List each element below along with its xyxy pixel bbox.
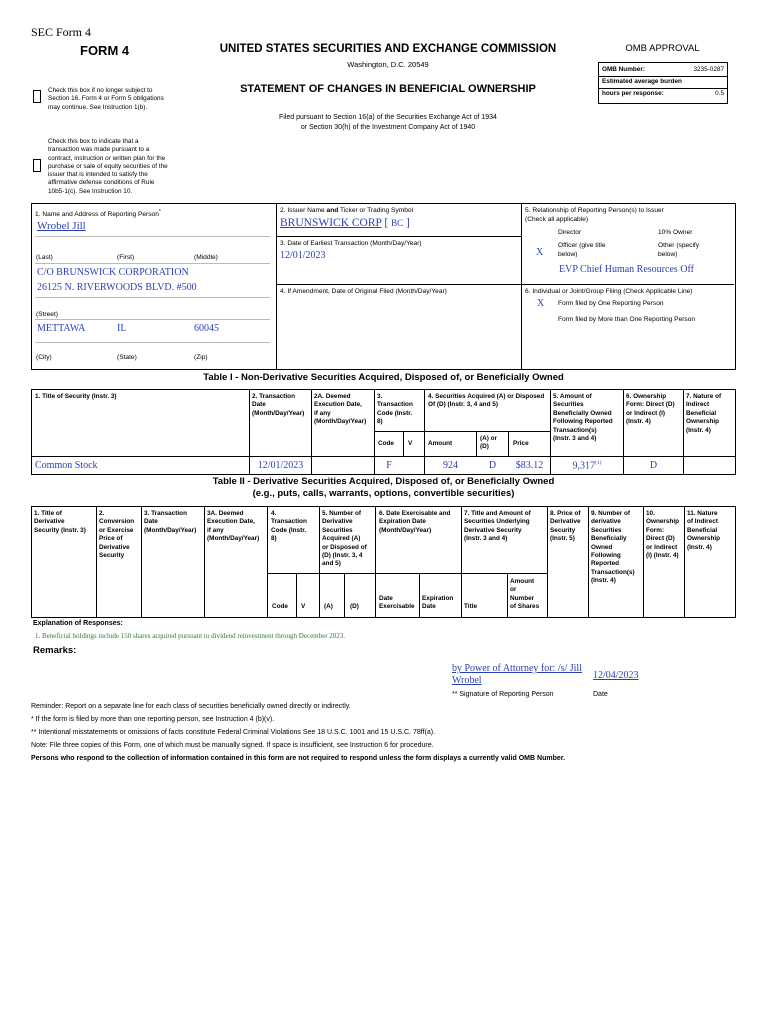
commission-title: UNITED STATES SECURITIES AND EXCHANGE COMMISSION [219,43,557,55]
reminder-note: Reminder: Report on a separate line for each class of securities beneficially owned directly or indirectly. [31,703,351,710]
t1-h: Execution Date, [314,401,362,409]
signature-line: by Power of Attorney for: /s/ Jill [452,663,582,674]
t2-h: and 5) [322,560,341,568]
other-label-line: Other (specify [658,242,700,249]
filed-pursuant-2: or Section 30(h) of the Investment Company Act of 1940 [300,124,476,131]
t1-row-price: $83.12 [515,460,544,471]
t1-h: Form: Direct (D) [626,401,675,409]
t2-h: Transaction(s) [591,568,635,576]
t2-h: Execution Date, [207,518,255,526]
t1-sub-ad [480,435,497,452]
t2-h: Following [591,552,621,560]
zip-value: 60045 [194,323,219,334]
box2-label-part: Ticker or Trading Symbol [338,207,414,214]
t2-h: Reported [591,560,620,568]
t2-h: (Instr. 4) [687,543,712,551]
t2-h: of Indirect [687,518,718,526]
t2-h: Price of [99,535,123,543]
double-star-note: ** Intentional misstatements or omissions of facts constitute Federal Criminal Violations See 18 U.S.C. 1001 and 15 U.S.C. 78ff(a). [31,729,435,736]
omb-burden-label: Estimated average burden [602,78,682,85]
omb-hours-value: 0.5 [715,90,724,97]
t2-h: or Disposed of [322,543,367,551]
t2-h: Transaction [271,518,307,526]
t2-h: Security [99,552,125,560]
signature-link[interactable] [452,663,582,687]
t2-h: Acquired (A) [322,535,361,543]
t1-h: (A) or [480,435,498,442]
t2-h: Security (Instr. 3) [34,526,86,534]
t1-sub-price: Price [513,440,529,447]
t1-h: Beneficially Owned [553,409,612,417]
t2-h: Beneficial [687,526,718,534]
t2-col-owned [591,510,635,586]
t2-h: 7. Title and Amount of [464,510,531,517]
city-value: METTAWA [37,323,86,334]
box5-label-line: 5. Relationship of Reporting Person(s) to Issuer [525,207,664,214]
t2-h: 6. Date Exercisable and [379,510,451,517]
t1-col-acquired: 4. Securities Acquired (A) or Disposed Of (D) (Instr. 3, 4 and 5) [428,393,545,409]
checkbox2-line: purchase or sale of equity securities of the [48,162,168,170]
table2-title: Table II - Derivative Securities Acquired, Disposed of, or Beneficially Owned [212,476,555,487]
t2-h: (Instr. 3 and 4) [464,535,508,543]
filed-pursuant-1: Filed pursuant to Section 16(a) of the Securities Exchange Act of 1934 [279,114,497,121]
officer-check-mark: X [536,247,544,258]
t2-sub-d: (D) [350,603,359,610]
t1-col-title: 1. Title of Security (Instr. 3) [35,393,117,400]
t1-h: Securities [553,401,584,409]
t2-h: (I) (Instr. 4) [646,552,679,560]
officer-title: EVP Chief Human Resources Off [559,264,694,275]
t1-h: Following Reported [553,418,613,426]
t2-h: Code (Instr. [271,526,307,534]
t2-h: Date [379,595,393,602]
date-label: Date [593,691,608,698]
t1-h: Ownership [686,418,720,426]
t2-h: Date [422,603,436,611]
zip-label: (Zip) [194,354,208,361]
ten-percent-owner-option[interactable]: 10% Owner [658,229,693,236]
t1-col-date [252,393,304,418]
middle-label: (Middle) [194,254,218,261]
checkbox2-line: transaction was made pursuant to a [48,146,150,154]
t2-h: 4. [271,510,277,517]
earliest-transaction-date: 12/01/2023 [280,250,326,261]
checkbox2-line: Check this box to indicate that a [48,138,139,145]
t2-h: 11. Nature [687,510,718,517]
checkbox1-text [48,87,164,112]
t2-h: 8. Price of [550,510,581,517]
no-longer-subject-checkbox[interactable] [33,90,41,103]
t1-sub-amount: Amount [428,440,453,447]
t1-h: 5. Amount of [553,393,592,400]
t2-h: (Instr. 4) [591,577,616,585]
t2-h: 2. [99,510,105,517]
footnote-ref[interactable]: (1) [595,460,602,466]
t1-h: if any [314,409,331,417]
t2-h: Derivative [550,518,581,526]
omb-box [598,62,728,104]
t2-h: of Shares [510,603,540,611]
t1-col-ownership-form [626,393,675,427]
t2-sub-amount [510,578,539,612]
box6-label: 6. Individual or Joint/Group Filing (Check Applicable Line) [525,288,693,295]
t1-col-nature [686,393,721,435]
t1-h: Transaction [377,401,413,409]
other-option[interactable] [658,241,699,259]
t1-h: Beneficial [686,409,717,417]
t2-sub-code: Code [272,603,288,610]
one-reporting-person-option[interactable]: Form filed by One Reporting Person [558,300,664,307]
signature-label: ** Signature of Reporting Person [452,691,554,698]
reporting-person-name[interactable]: Wrobel Jill [37,220,86,232]
t1-row-owned [550,460,624,471]
first-label: (First) [117,254,135,261]
t2-col-date [144,510,196,535]
table2-subtitle: (e.g., puts, calls, warrants, options, convertible securities) [252,488,515,499]
omb-notice: Persons who respond to the collection of information contained in this form are not required to respond unless the form displays a currently valid OMB Number. [31,755,566,762]
street-label: (Street) [36,311,58,318]
t2-h: or [510,586,517,594]
t2-h: 9. Number of [591,510,631,517]
state-label: (State) [117,354,137,361]
checkbox2-text [48,138,168,196]
officer-label-line: Officer (give title [558,242,606,249]
checkbox1-line: Section 16. Form 4 or Form 5 obligations [48,95,164,103]
checkbox2-line: 10b5-1(c). See Instruction 10. [48,187,133,195]
explanation-label: Explanation of Responses: [33,620,123,627]
city-label: (City) [36,354,52,361]
t1-h: Code (Instr. [377,409,413,417]
box1-label [35,209,161,218]
t1-col-code [377,393,413,427]
t2-h: Expiration Date [379,518,426,526]
t2-col-exercisable [379,510,450,535]
t1-h: (D) [480,443,489,451]
t1-h: (Instr. 4) [686,426,711,434]
t2-h: or Exercise [99,526,134,534]
t2-sub-a: (A) [324,603,333,610]
table1-title: Table I - Non-Derivative Securities Acquired, Disposed of, or Beneficially Owned [203,372,564,383]
t1-row-code: F [386,460,392,471]
t2-h: Derivative [322,518,353,526]
checkbox2-line: contract, instruction or written plan for the [48,154,166,162]
t2-sub-expiration [422,595,453,612]
t2-h: (Month/Day/Year) [379,526,432,534]
t1-h: Indirect [686,401,710,409]
t2-col-deemed [207,510,259,544]
t2-h: Exercisable [379,603,415,611]
ticker-bracket: [ [381,217,392,229]
t1-h: 3. [377,393,383,400]
star-note: * If the form is filed by more than one reporting person, see Instruction 4 (b)(v). [31,716,275,723]
t2-h: 3A. Deemed [207,510,244,517]
checkbox1-line: may continue. See Instruction 1(b). [48,103,148,111]
t2-h: Securities [591,526,622,534]
omb-hours-label: hours per response: [602,90,664,97]
omb-number-label: OMB Number: [602,66,645,73]
t1-h: (Instr. 3 and 4) [553,435,597,443]
t2-col-ownership-form [646,510,679,560]
t2-h: (Instr. 5) [550,535,575,543]
t1-h: 7. Nature of [686,393,722,400]
t1-col-deemed [314,393,366,427]
t1-row-amount: 924 [443,460,458,471]
t2-col-price [550,510,581,544]
remarks-label: Remarks: [33,645,77,656]
t1-h: 8) [377,418,383,426]
t1-h: or Indirect (I) [626,409,666,417]
box2-label-part: and [326,207,339,214]
form-title: FORM 4 [80,43,130,58]
t1-row-form: D [649,460,658,471]
t1-h: 6. Ownership [626,393,667,400]
t2-h: 10. [646,510,655,517]
t2-h: Number [510,594,535,602]
t2-col-conversion [99,510,134,560]
t2-sub-date-exercisable [379,595,415,612]
t2-h: Amount [510,578,535,585]
t2-col-title [34,510,86,535]
t2-sub-v: V [301,603,306,610]
page-title: SEC Form 4 [31,25,92,39]
t2-h: if any [207,526,224,534]
one-person-check-mark: X [537,298,545,309]
address-line-2: 26125 N. RIVERWOODS BLVD. #500 [37,282,197,293]
last-label: (Last) [36,254,53,261]
more-reporting-persons-option[interactable]: Form filed by More than One Reporting Person [558,316,696,323]
ticker-symbol: BC [391,218,404,228]
issuer-name-ticker [280,217,410,229]
t2-h: (D) (Instr. 3, 4 [322,552,363,560]
t2-col-number [322,510,367,569]
t2-h: Date [144,518,158,526]
t1-row-date: 12/01/2023 [257,460,304,471]
footnote-1: 1. Beneficial holdings include 150 shares acquired pursuant to dividend reinvestment through December 2023. [35,632,346,640]
rule-10b5-1-checkbox[interactable] [33,159,41,172]
box3-label: 3. Date of Earliest Transaction (Month/Day/Year) [280,240,422,247]
t2-h: Ownership [646,518,680,526]
t2-h: Securities Underlying [464,518,530,526]
checkbox1-line: Check this box if no longer subject to [48,87,153,94]
director-option[interactable]: Director [558,229,582,236]
t1-sub-code: Code [378,440,394,447]
box5-label [525,207,664,224]
box2-label-part: 2. Issuer Name [280,207,327,214]
box2-label [280,207,413,214]
t1-row-owned-value: 9,317 [572,460,596,472]
t2-h: Beneficially [591,535,627,543]
t2-sub-title: Title [464,603,478,610]
t2-col-code [271,510,307,544]
t1-row-title: Common Stock [35,460,98,471]
checkbox2-line: issuer that is intended to satisfy the [48,171,148,179]
t1-col-amount-owned [553,393,613,443]
statement-title: STATEMENT OF CHANGES IN BENEFICIAL OWNERSHIP [240,83,536,95]
omb-number-value: 3235-0287 [693,66,724,73]
t1-row-ad: D [488,460,497,471]
ticker-bracket: ] [403,217,410,229]
t2-h: Owned [591,543,613,551]
t2-h: Conversion [99,518,135,526]
signature-line: Wrobel [452,675,482,686]
t2-col-nature [687,510,720,552]
state-value: IL [117,323,127,334]
box5-label-line: (Check all applicable) [525,215,589,223]
box4-label: 4. If Amendment, Date of Original Filed (Month/Day/Year) [280,288,447,295]
t1-h: Transaction(s) [553,426,597,434]
box1-asterisk: * [158,209,161,215]
t2-h: Ownership [687,535,721,543]
t2-h: Expiration [422,595,454,602]
t2-col-underlying [464,510,531,544]
t2-h: 1. Title of [34,510,62,517]
t2-h: (Month/Day/Year) [207,535,260,543]
t2-h: derivative [591,518,621,526]
copies-note: Note: File three copies of this Form, one of which must be manually signed. If space is insufficient, see Instruction 6 for procedure. [31,742,434,749]
box1-label-text: 1. Name and Address of Reporting Person [35,211,159,219]
t1-h: (Month/Day/Year) [252,409,305,417]
t2-h: Derivative [34,518,65,526]
issuer-name-link[interactable]: BRUNSWICK CORP [280,217,382,229]
t2-h: 5. Number of [322,510,362,517]
t2-h: (Month/Day/Year) [144,526,197,534]
officer-label-line: below) [558,251,578,258]
city-line: Washington, D.C. 20549 [347,60,429,69]
t1-h: (Month/Day/Year) [314,418,367,426]
officer-option[interactable] [558,241,606,259]
other-label-line: below) [658,251,678,258]
t1-h: 2A. Deemed [314,393,351,400]
t2-h: Derivative Security [464,526,522,534]
t2-h: Direct (D) [646,535,675,543]
address-line-1: C/O BRUNSWICK CORPORATION [37,267,189,278]
t2-h: 3. Transaction [144,510,187,517]
t2-h: or Indirect [646,543,678,551]
t1-sub-v: V [408,440,413,447]
t1-h: 2. Transaction [252,393,295,400]
checkbox2-line: affirmative defense conditions of Rule [48,179,155,187]
omb-title: OMB APPROVAL [625,43,700,54]
t1-h: Date [252,401,266,409]
t2-h: 8) [271,535,277,543]
t2-h: Securities [322,526,353,534]
t2-h: Security [550,526,576,534]
t2-h: Derivative [99,543,130,551]
t2-h: Form: [646,526,665,534]
signature-date: 12/04/2023 [593,670,639,681]
t1-h: (Instr. 4) [626,418,651,426]
